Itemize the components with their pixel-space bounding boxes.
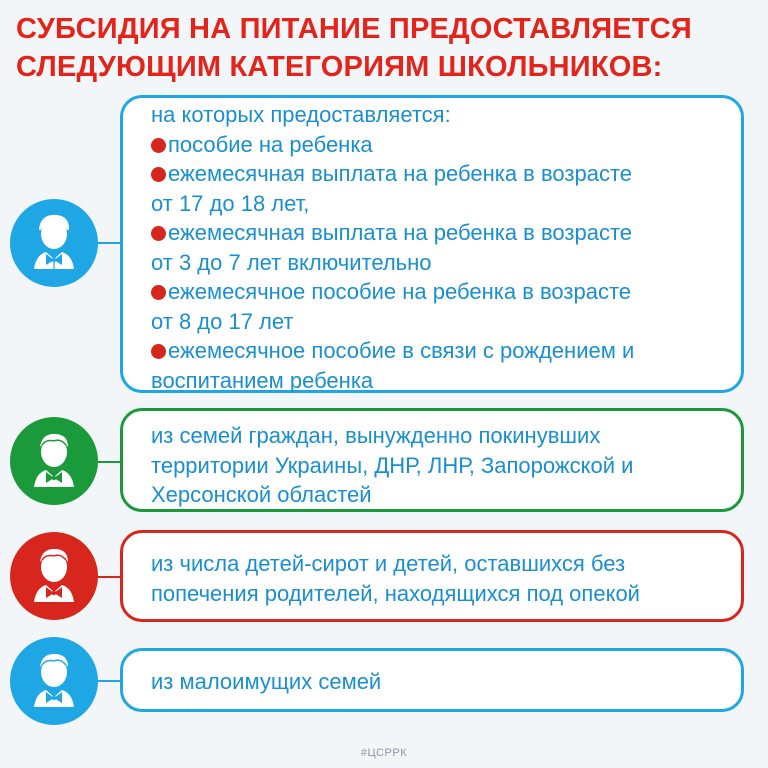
bullet-dot-icon	[151, 285, 166, 300]
list-item	[137, 130, 721, 160]
title-line-2: СЛЕДУЮЩИМ КАТЕГОРИЯМ ШКОЛЬНИКОВ:	[16, 51, 663, 83]
category-4-line-1: из малоимущих семей	[151, 669, 382, 694]
schoolboy-icon	[10, 637, 98, 725]
list-item-text: ежемесячное пособие на ребенка в возрасте	[168, 279, 632, 304]
page-title	[16, 10, 756, 86]
connector-4	[96, 680, 122, 682]
bullet-dot-icon	[151, 226, 166, 241]
category-box-low-income	[120, 648, 744, 712]
category-2-line-3: Херсонской областей	[151, 482, 372, 507]
list-item-text: ежемесячное пособие в связи с рождением и	[168, 338, 635, 363]
list-item	[137, 277, 721, 307]
category-2-line-2: территории Украины, ДНР, ЛНР, Запорожской и	[151, 452, 634, 478]
list-item-continuation: от 3 до 7 лет включительно	[151, 249, 432, 275]
schoolboy-icon	[10, 417, 98, 505]
connector-3	[96, 576, 122, 578]
list-item-continuation: от 8 до 17 лет	[151, 308, 294, 334]
schoolboy-icon	[10, 532, 98, 620]
list-item	[137, 218, 721, 248]
category-box-refugees	[120, 408, 744, 512]
list-item-text: ежемесячная выплата на ребенка в возрасте	[168, 161, 633, 186]
bullet-dot-icon	[151, 167, 166, 182]
list-item-text: пособие на ребенка	[168, 131, 373, 157]
schoolboy-icon	[10, 199, 98, 287]
list-item	[137, 336, 721, 366]
list-item-continuation: от 17 до 18 лет,	[151, 190, 310, 216]
category-2-line-1: из семей граждан, вынужденно покинувших	[151, 423, 601, 448]
connector-2	[96, 461, 122, 463]
category-3-line-1: из числа детей-сирот и детей, оставшихся без	[151, 551, 626, 576]
bullet-dot-icon	[151, 138, 166, 153]
list-item-continuation: воспитанием ребенка	[151, 367, 374, 393]
category-1-intro: на которых предоставляется:	[151, 102, 451, 127]
bullet-dot-icon	[151, 344, 166, 359]
list-item	[137, 159, 721, 189]
category-3-line-2: попечения родителей, находящихся под опекой	[151, 580, 640, 606]
footer-hashtag: #ЦСРРК	[360, 747, 408, 759]
list-item-text: ежемесячная выплата на ребенка в возрасте	[168, 220, 633, 245]
category-box-orphans	[120, 530, 744, 622]
title-line-1: СУБСИДИЯ НА ПИТАНИЕ ПРЕДОСТАВЛЯЕТСЯ	[16, 13, 692, 45]
connector-1	[96, 242, 122, 244]
category-box-benefits	[120, 95, 744, 393]
